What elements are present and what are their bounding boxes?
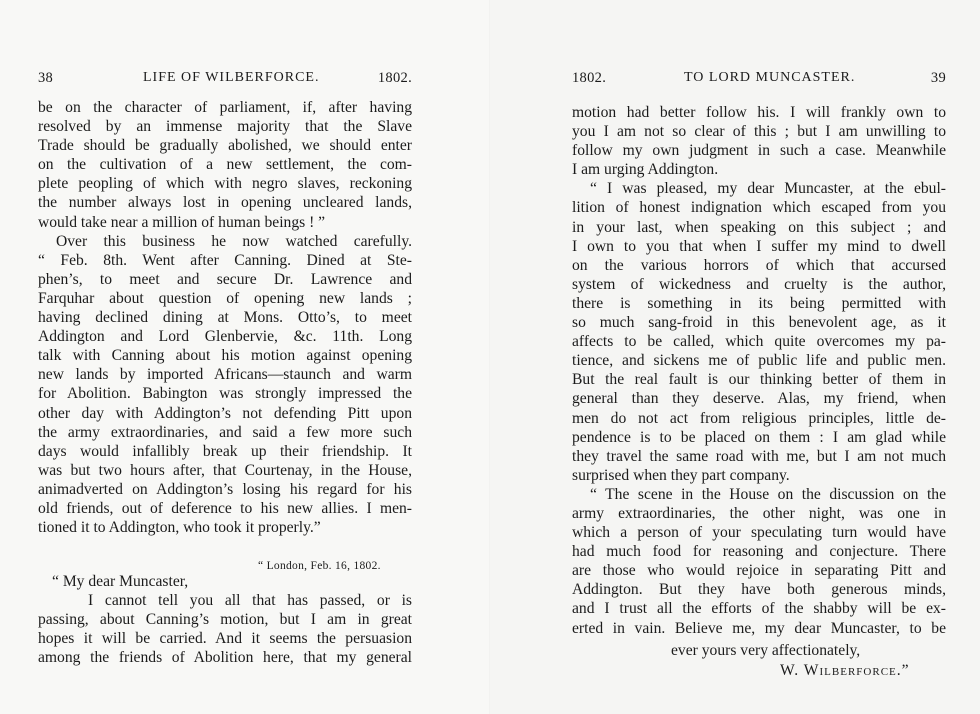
letter-block [38, 572, 412, 667]
text-line: I own to you that when I suffer my mind to dwell [572, 237, 946, 255]
letter-salutation: “ My dear Muncaster, [52, 573, 189, 590]
text-line: surprised when they part company. [572, 466, 790, 484]
text-line: having declined dining at Mons. Otto’s, to meet [38, 309, 412, 327]
text-line: other day with Addington’s not defending Pitt upon [38, 404, 412, 422]
text-line: are those who would rejoice in separating Pitt and [572, 562, 946, 580]
text-line: plete peopling of which with negro slaves, reckoning [38, 175, 412, 193]
left-body-text [38, 98, 412, 537]
text-line: on the cultivation of a new settlement, the com- [38, 156, 412, 174]
letter-closing: ever yours very affectionately, [671, 642, 861, 659]
text-line: Addington. But they have both generous minds, [572, 581, 946, 599]
text-line: in your last, when speaking on this subject ; and [572, 218, 946, 236]
letter-dateline: “ London, Feb. 16, 1802. [258, 560, 381, 572]
text-line: and I trust all the efforts of the shabby will be ex- [572, 600, 946, 618]
text-line: “ The scene in the House on the discussion on the [590, 485, 946, 503]
text-line: the army extraordinaries, and said a few more such [38, 423, 412, 441]
text-line: the number always lost in opening uncleared lands, [38, 194, 412, 212]
left-running-year: 1802. [377, 70, 412, 86]
text-line: they travel the same road with me, but I am not much [572, 447, 946, 465]
text-line: days would infallibly break up their friendship. It [38, 442, 412, 460]
text-line: I cannot tell you all that has passed, or is [88, 592, 412, 610]
text-line: talk with Canning about his motion against opening [38, 347, 412, 365]
text-line: resolved by an immense majority that the Slave [38, 118, 412, 136]
text-line: affects to be called, which quite overcomes my pa- [572, 333, 946, 351]
left-running-head [38, 70, 412, 88]
text-line: But the real fault is our thinking better of them in [572, 371, 946, 389]
text-line: motion had better follow his. I will frankly own to [572, 104, 946, 121]
right-page [490, 0, 980, 714]
right-running-head [572, 70, 946, 88]
text-line: old friends, out of deference to his new allies. I men- [38, 499, 412, 517]
text-line: Addington and Lord Glenbervie, &c. 11th. Long [38, 328, 412, 346]
text-line: tience, and sickens me of public life and public men. [572, 352, 946, 370]
text-line: there is something in its being permitted with [572, 294, 946, 312]
left-running-title: LIFE OF WILBERFORCE. [143, 70, 320, 85]
text-line: which a person of your speculating turn would have [572, 524, 946, 542]
text-line: passing, about Canning’s motion, but I am in great [38, 611, 412, 629]
text-line: for Abolition. Babington was strongly impressed the [38, 385, 412, 403]
right-body-text [572, 103, 946, 638]
text-line: animadverted on Addington’s losing his regard for his [38, 480, 412, 498]
text-line: lition of honest indignation which escaped from you [572, 199, 946, 217]
text-line: Trade should be gradually abolished, we should enter [38, 137, 412, 155]
text-line: phen’s, to meet and secure Dr. Lawrence and [38, 270, 412, 288]
left-page-number: 38 [38, 70, 54, 86]
text-line: “ I was pleased, my dear Muncaster, at the ebul- [590, 180, 946, 198]
text-line: you I am not so clear of this ; but I am unwilling to [572, 123, 946, 141]
text-line: Farquhar about question of opening new lands ; [38, 289, 412, 307]
text-line: tioned it to Addington, who took it properly.” [38, 519, 321, 537]
text-line: Over this business he now watched carefully. [56, 232, 412, 250]
text-line: would take near a million of human beings ! ” [38, 213, 326, 231]
right-running-title: TO LORD MUNCASTER. [684, 70, 856, 85]
letter-signature: W. Wilberforce.” [780, 662, 910, 679]
text-line: new lands by imported Africans—staunch and warm [38, 366, 412, 384]
text-line: “ Feb. 8th. Went after Canning. Dined at Ste- [38, 251, 412, 269]
text-line: had much food for reasoning and conjecture. There [572, 543, 946, 561]
text-line: army extraordinaries, the other night, was one in [572, 504, 946, 522]
text-line: so much sang-froid in this benevolent age, as it [572, 314, 946, 332]
text-line: general than they deserve. Alas, my friend, when [572, 390, 946, 408]
text-line: on the various horrors of which that accursed [572, 256, 946, 274]
text-line: follow my own judgment in such a case. Meanwhile [572, 142, 946, 160]
text-line: men do not act from religious principles, little de- [572, 409, 946, 427]
right-running-year: 1802. [572, 70, 607, 86]
text-line: be on the character of parliament, if, after having [38, 99, 412, 116]
text-line: among the friends of Abolition here, that my general [38, 649, 412, 667]
text-line: hopes it will be carried. And it seems the persuasion [38, 630, 412, 648]
text-line: I am urging Addington. [572, 161, 719, 179]
text-line: was but two hours after, that Courtenay, in the House, [38, 461, 412, 479]
right-page-number: 39 [930, 70, 946, 86]
text-line: pendence is to be placed on them : I am glad while [572, 428, 946, 446]
text-line: erted in vain. Believe me, my dear Muncaster, to be [572, 619, 946, 637]
text-line: system of wickedness and cruelty is the author, [572, 275, 946, 293]
